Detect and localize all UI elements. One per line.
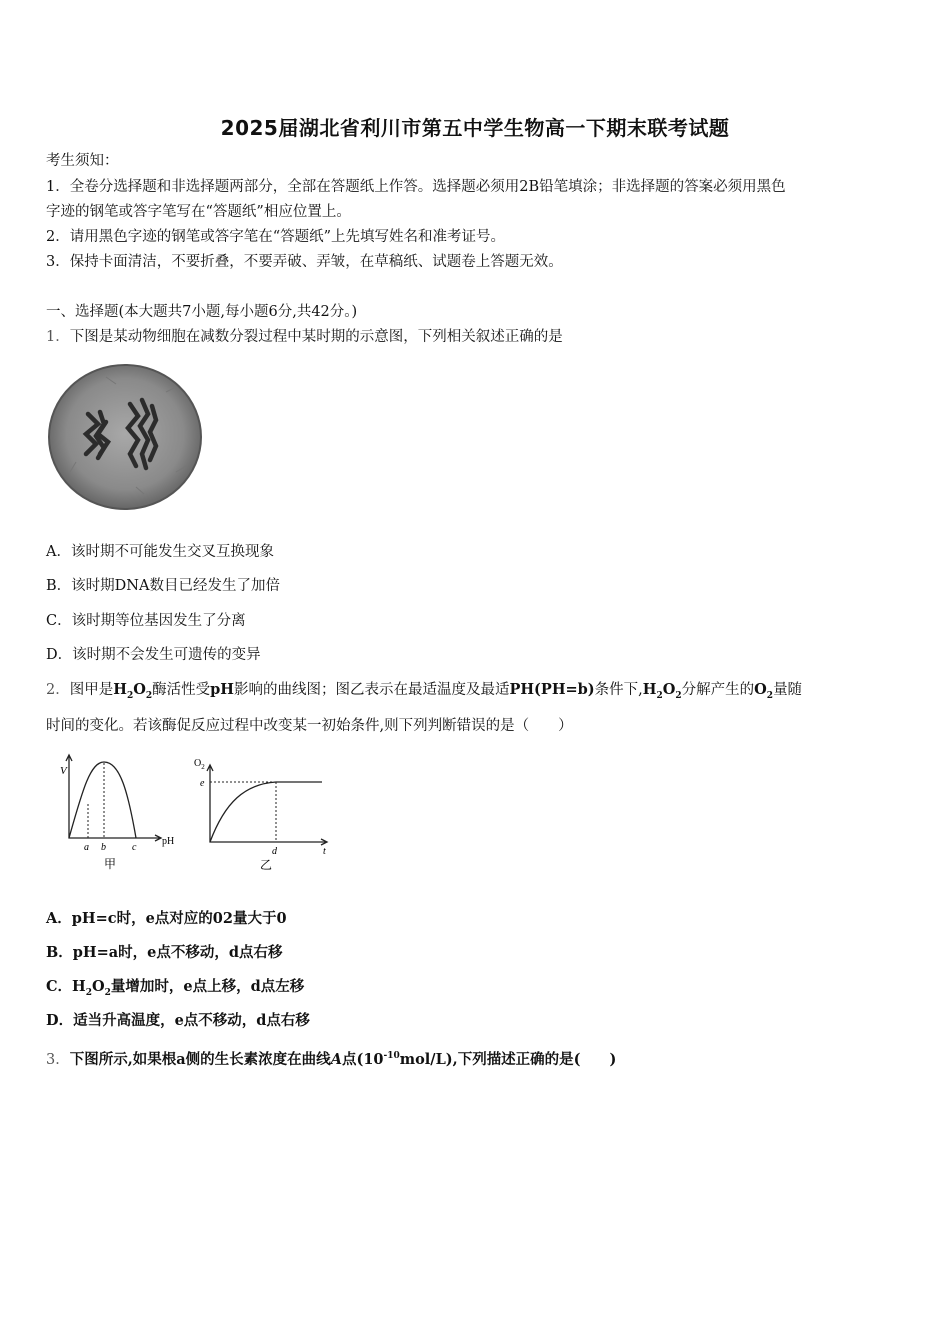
- option-d: D．该时期不会发生可遗传的变异: [46, 647, 261, 663]
- notice-item: 1．全卷分选择题和非选择题两部分，全部在答题纸上作答。选择题必须用2B铅笔填涂；非选择题的答案必须用黑色: [46, 179, 786, 195]
- graph-yi: [190, 752, 335, 874]
- question-3-stem: 3．下图所示,如果根a侧的生长素浓度在曲线A点$(10^{-10}mol/L)$,下列描述正确的是( ): [46, 1050, 617, 1068]
- x-axis-label: t: [323, 846, 326, 857]
- option-b: B．pH=a时，e点不移动，d点右移: [46, 944, 283, 961]
- option-a: A．该时期不可能发生交叉互换现象: [46, 544, 274, 560]
- option-c: C．该时期等位基因发生了分离: [46, 613, 246, 629]
- y-tick-label: e: [200, 778, 205, 789]
- option-a: A．pH=c时，e点对应的02量大于0: [46, 910, 287, 927]
- x-axis-label: pH: [162, 836, 175, 847]
- question-2-stem-line2: 时间的变化。若该酶促反应过程中改变某一初始条件,则下列判断错误的是（ ）: [46, 718, 573, 734]
- tick-label: b: [101, 842, 106, 853]
- tick-label: a: [84, 842, 89, 853]
- notice-item: 2．请用黑色字迹的钢笔或答字笔在“答题纸”上先填写姓名和准考证号。: [46, 229, 506, 245]
- graph-caption: 甲: [104, 857, 117, 871]
- question-number: 1．: [46, 329, 70, 345]
- graph-caption: 乙: [260, 858, 273, 872]
- option-d: D．适当升高温度，e点不移动，d点右移: [46, 1012, 310, 1029]
- tick-label: c: [132, 842, 137, 853]
- question-2-stem: 2．图甲是$H_2O_2$酶活性受pH影响的曲线图；图乙表示在最适温度及最适PH(PH=b)条件下$,H_2O_2$分解产生的$O_2$量随: [46, 681, 803, 701]
- notice-item: 3．保持卡面清洁，不要折叠，不要弄破、弄皱，在草稿纸、试题卷上答题无效。: [46, 254, 563, 270]
- graph-jia: [52, 752, 192, 874]
- question-text: 下图是某动物细胞在减数分裂过程中某时期的示意图，下列相关叙述正确的是: [69, 329, 563, 345]
- section-heading: 一、选择题(本大题共7小题,每小题6分,共42分。): [46, 304, 358, 320]
- y-axis-label: $O_2$: [194, 758, 205, 771]
- notice-item: 字迹的钢笔或答字笔写在“答题纸”相应位置上。: [46, 204, 351, 220]
- y-axis-label: V: [60, 765, 67, 777]
- page-title: 2025届湖北省利川市第五中学生物高一下期末联考试题: [220, 116, 730, 140]
- x-tick-label: d: [272, 846, 277, 857]
- option-b: B．该时期DNA数目已经发生了加倍: [46, 578, 280, 594]
- question-1-stem: [46, 327, 563, 347]
- cell-micrograph-figure: [46, 362, 204, 512]
- notice-heading: 考生须知：: [46, 153, 119, 169]
- question-number: 3．: [46, 1051, 70, 1068]
- option-c: C．$H_2O_2$量增加时，e点上移，d点左移: [46, 978, 305, 998]
- question-number: 2．: [46, 682, 70, 698]
